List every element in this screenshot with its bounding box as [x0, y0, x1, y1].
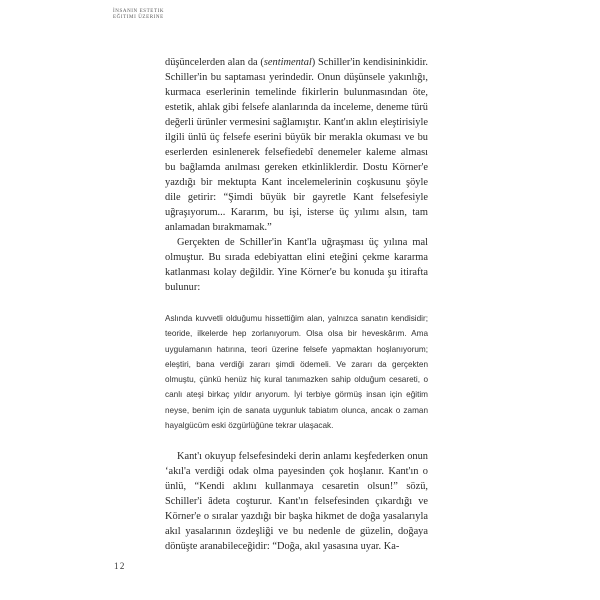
page-number: 12	[114, 561, 126, 571]
paragraph-1-rest: ) Schiller'in kendisininkidir. Schiller'in bu saptaması yerindedir. Onun düşünsele yakınlığı, kurmaca eserlerinin temelinde fikirlerin bulunmasından öte, estetik, ahlak gibi felsefe alanlarında da inceleme, deneme türü değerli ürünler vermesini sağlamıştır. Kant'ın aklın eleştirisiyle ilgili ünlü üç felsefe eserini büyük bir merakla okuması ve bu eserlerden esinlenerek felsefiedebî denemeler kaleme alması bu bağlamda anılması gereken etkinliklerdir. Dostu Körner'e yazdığı bir mektupta Kant incelemelerinin coşkusunu şöyle dile getirir: “Şimdi büyük bir gayretle Kant felsefesiyle uğraşıyorum... Kararım, bu işi, isterse üç yılımı alsın, tam anlamadan bırakmamak.”	[165, 57, 428, 233]
spacer	[165, 295, 428, 311]
running-head	[113, 9, 164, 21]
spacer	[165, 433, 428, 449]
paragraph-2: Gerçekten de Schiller'in Kant'la uğraşması üç yılına mal olmuştur. Bu sırada edebiyattan elini eteğini çekme kararma katlanması kolay değildir. Yine Körner'e bu konuda şu itirafta bulunur:	[165, 237, 428, 293]
paragraph-1-italic-term: sentimental	[263, 57, 312, 68]
paragraph-1-start: düşüncelerden alan da (	[165, 57, 264, 68]
running-head-line2: EĞITIMI ÜZERINE	[113, 15, 164, 20]
paragraph-1	[165, 55, 428, 235]
block-quote: Aslında kuvvetli olduğumu hissettiğim alan, yalnızca sanatın kendisidir; teoride, ilkelerde hep zorlanıyorum. Olsa olsa bir heveskârım. Ama uygulamanın hatırına, teori üzerine felsefe yapmaktan hoşlanıyorum; eleştiri, bana verdiği zararı şimdi ödemeli. Ve zararı da gerçekten olmuştu, çünkü henüz hiç kural tanımazken sahip olduğum cesareti, o canlı ateşi birkaç yıldır arıyorum. İyi terbiye görmüş insan için eğitim neyse, benim için de sanata uygunluk tabiatım olunca, ancak o zaman hayalgücüm eski özgürlüğüne tekrar ulaşacak.	[165, 314, 428, 431]
running-head-line1: İNSANIN ESTETIK	[113, 9, 165, 14]
main-text-block	[165, 55, 428, 554]
paragraph-3: Kant'ı okuyup felsefesindeki derin anlamı keşfederken onun ‘akıl'a verdiği odak olma payesinden çok hoşlanır. Kant'ın o ünlü, “Kendi aklını kullanmaya cesaretin olsun!” sözü, Schiller'i âdeta coşturur. Kant'ın felsefesinden çıkardığı ve Körner'e o sıralar yazdığı bir başka hikmet de doğa yasalarıyla akıl yasalarının özdeşliği ve bu nedenle de güzelin, doğaya dönüşte aranabileceğidir: “Doğa, akıl yasasına uyar. Ka-	[165, 451, 428, 553]
